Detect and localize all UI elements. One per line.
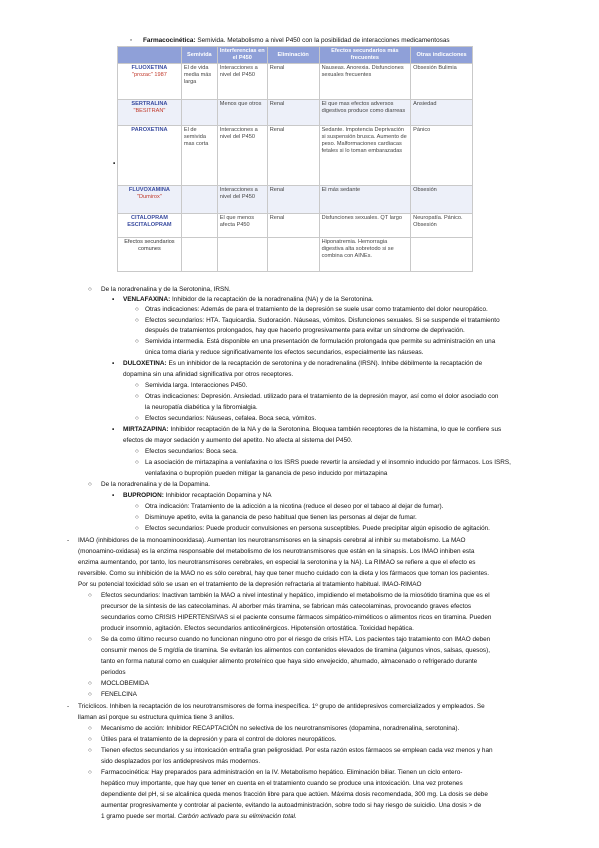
table-header-row (118, 47, 473, 64)
bullet-circle: ○ (135, 415, 139, 422)
ssri-comparison-table (117, 46, 473, 272)
imao-last-resort: tanto en forma natural como en cualquier alimento proteínico que haya sido envejecido, ahumado, almacenado o refrigerado durante (101, 658, 478, 665)
table-row (118, 126, 473, 186)
drug-name-cell: CITALOPRAM ESCITALOPRAM (118, 214, 182, 238)
triciclicos-para: Tricíclicos. Inhiben la recaptación de los neurotransmisores de forma inespecífica. 1º grupo de antidepresivos comercializados y empleados. Se (78, 703, 485, 710)
bullet-circle: ○ (88, 691, 92, 698)
table-cell: Interacciones a nivel del P450 (217, 126, 267, 186)
bupropion-indication: Otra indicación: Tratamiento de la adicción a la nicotina (reduce el deseo por el tabaco al dejar de fumar). (145, 503, 444, 510)
table-cell: Obsesión (411, 186, 473, 214)
table-cell: Renal (267, 186, 319, 214)
imao-effects: secundarios como CRISIS HIPERTENSIVAS si el paciente consume fármacos simpático-miméticos o alimentos ricos en tiramina. Pueden (101, 614, 492, 621)
imao-para: (monoamino-oxidasa) es la enzima responsable del metabolismo de los neurotransmisores que están en la sinapsis. Los IMAO inhiben esta (78, 548, 475, 555)
table-cell: Nauseas. Anorexia. Disfunciones sexuales frecuentes (319, 64, 411, 100)
bullet-circle: ○ (135, 514, 139, 521)
table-cell: Menos que otros (217, 100, 267, 126)
table-cell: Pánico (411, 126, 473, 186)
table-cell (411, 238, 473, 272)
bupropion-apetito: Disminuye apetito, evita la ganancia de peso habitual que tienen las personas al dejar de fumar. (145, 514, 417, 521)
bullet-circle: ○ (135, 317, 139, 324)
imao-last-resort: Se da como último recurso cuando no funcionan ninguno otro por el riesgo de crisis HTA. Los pacientes tajo tratamiento con IMAO deben (101, 636, 491, 643)
drug-name-cell: SERTRALINA "BESITRAN" (118, 100, 182, 126)
moclobemida: MOCLOBEMIDA (101, 680, 149, 687)
imao-last-resort: consumir menos de 5 mg/día de tiramina. Se evitarán los alimentos con contenidos elevados de tiramina (algunos vinos, salsas, quesos), (101, 647, 490, 654)
imao-para: enzima aumentando, por tanto, los neurotransmisores cerebrales, en especial la serotonina y la NA). La RIMAO se refiere a que el efecto es (78, 559, 476, 566)
table-cell: El de vida media más larga (181, 64, 217, 100)
triciclicos-efectos: Tienen efectos secundarios y su intoxicación entraña gran peligrosidad. Por esta razón estos fármacos se emplean cada vez menos y han (101, 747, 493, 754)
bullet-circle: ○ (88, 725, 92, 732)
irsn-heading: De la noradrenalina y de la Serotonina, IRSN. (101, 286, 231, 293)
table-cell: Obsesión Bulimia (411, 64, 473, 100)
bullet-circle: ○ (135, 338, 139, 345)
venlafaxina-semivida-cont: única toma diaria y reduce significativamente los efectos secundarios, especialmente las náuseas. (145, 349, 424, 356)
table-cell: El que mas efectos adversos digestivos produce como diarreas (319, 100, 411, 126)
imao-para: IMAO (inhibidores de la monoaminooxidasa). Aumentan los neurotransmisores en la sinapsis cerebral al inhibir su metabolismo. La MAO (78, 537, 466, 544)
bullet-circle: ○ (135, 503, 139, 510)
bullet-small: ▪ (113, 160, 116, 167)
bullet-circle: ○ (88, 680, 92, 687)
bullet-square: ▪ (112, 360, 115, 367)
mirtazapina-cont: efectos de mayor sedación y aumento del apetito. No afecta al sistema del P450. (123, 437, 353, 444)
triciclicos-farmaco: dependiente del pH, si se alcalinica queda menos fracción libre para que actúen. Máxima dosis recomendada, 300 mg. La dosis se debe (101, 791, 488, 798)
venlafaxina-effects: Efectos secundarios: HTA. Taquicardia. Sudoración. Náuseas, vómitos. Disfunciones sexuales. Si se suspende el tratamiento (145, 317, 500, 324)
table-cell: Renal (267, 100, 319, 126)
table-cell: Sedante. Impotencia Deprivación si suspensión brusca. Aumento de peso. Malformaciones cardiacas fetales si lo toman embarazadas (319, 126, 411, 186)
duloxetina-semivida: Semivida larga. Interacciones P450. (145, 382, 248, 389)
triciclicos-farmaco-end: 1 gramo puede ser mortal. Carbón activado para su eliminación total. (101, 813, 297, 820)
bullet-circle: ○ (88, 286, 92, 293)
table-cell: Hiponatremia. Hemorragia digestiva alta sobretodo si se combina con AINEs. (319, 238, 411, 272)
header-cell: Efectos secundarios más frecuentes (319, 47, 411, 64)
table-row (118, 100, 473, 126)
bullet-circle: ○ (88, 769, 92, 776)
table-row (118, 186, 473, 214)
bullet-square: ▪ (112, 492, 115, 499)
table-row (118, 214, 473, 238)
triciclicos-utiles: Útiles para el tratamiento de la depresión y para el control de dolores neuropáticos. (101, 736, 337, 743)
imao-last-resort: periodos (101, 669, 126, 676)
duloxetina-line: DULOXETINA: Es un inhibidor de la recaptación de serotonina y de noradrenalina (IRSN). Inhibe débilmente la recaptación de (123, 360, 483, 367)
imao-para: reversible. Como su inhibición de la MAO no es sólo cerebral, hay que tener mucho cuidado con la dieta y los fármacos que toman los pacientes. (78, 570, 489, 577)
bullet-circle: ○ (135, 448, 139, 455)
table-cell: Renal (267, 126, 319, 186)
triciclicos-farmaco: Farmacocinética: Hay preparados para administración en la IV. Metabolismo hepático. Eliminación biliar. Tienen un ciclo entero- (101, 769, 463, 776)
table-cell (181, 238, 217, 272)
triciclicos-mecanismo: Mecanismo de acción: Inhibidor RECAPTACIÓN no selectiva de los neurotransmisores (dopamina, noradrenalina, serotonina). (101, 725, 460, 732)
farmacocinetica-heading: Farmacocinética: Semivida. Metabolismo a nivel P450 con la posibilidad de interacciones medicamentosas (143, 37, 450, 44)
imao-effects: precursor de la síntesis de las catecolaminas. Al aborber más tiramina, se fabrican más catecolaminas, provocando graves efectos (101, 603, 472, 610)
header-cell: Interferencias en el P450 (217, 47, 267, 64)
table-cell: El que menos afecta P450 (217, 214, 267, 238)
bullet-circle: ○ (135, 459, 139, 466)
bullet-square: ▪ (112, 426, 115, 433)
bullet-square: ▫ (130, 37, 133, 44)
bullet-circle: ○ (88, 736, 92, 743)
bullet-dash: - (67, 537, 70, 544)
bullet-dash: - (67, 703, 70, 710)
table-cell: Disfunciones sexuales. QT largo (319, 214, 411, 238)
bullet-circle: ○ (135, 525, 139, 532)
venlafaxina-semivida: Semivida intermedia. Está disponible en una presentación de formulación prolongada que permite su administración en una (145, 338, 496, 345)
mirtazapina-association: La asociación de mirtazapina a venlafaxina o los ISRS puede revertir la ansiedad y el insomnio inducido por fármacos. Los ISRS, (145, 459, 511, 466)
header-cell (118, 47, 182, 64)
bullet-circle: ○ (135, 306, 139, 313)
drug-name-cell: FLUOXETINA "prozac" 1987 (118, 64, 182, 100)
mirtazapina-association-cont: venlafaxina o bupropión pueden mitigar la ganancia de peso inducido por mirtazapina (145, 470, 388, 477)
imao-effects: producir insomnio, agitación. Efectos secundarios anticolinérgicos. Hipotensión ortostática. Toxicidad hepática. (101, 625, 414, 632)
triciclicos-efectos: sido desplazados por los antidepresivos más modernos. (101, 758, 261, 765)
header-cell: Eliminación (267, 47, 319, 64)
table-cell: El de semivida mas corta (181, 126, 217, 186)
drug-name-cell: FLUVOXAMINA "Dumirox" (118, 186, 182, 214)
table-cell (181, 186, 217, 214)
imao-effects: Efectos secundarios: Inactivan también la MAO a nivel intestinal y hepático, impidiendo el metabolismo de la miosótido tiramina que es el (101, 592, 490, 599)
table-cell: Ansiedad (411, 100, 473, 126)
bullet-circle: ○ (88, 747, 92, 754)
venlafaxina-effects-cont: después de tratamientos prolongados, hay que hacerlo progresivamente para evitar un síndrome de deprivación. (145, 327, 465, 334)
bullet-circle: ○ (135, 382, 139, 389)
header-cell: Semivida (181, 47, 217, 64)
table-row (118, 64, 473, 100)
table-cell: El más sedante (319, 186, 411, 214)
fenelcina: FENELCINA (101, 691, 137, 698)
table-cell: Renal (267, 214, 319, 238)
triciclicos-para: llaman así porque su estructura química tiene 3 anillos. (78, 714, 235, 721)
venlafaxina-indications: Otras indicaciones: Además de para el tratamiento de la depresión se suele usar como tratamiento del dolor neuropático. (145, 306, 488, 313)
drug-name-cell: PAROXETINA (118, 126, 182, 186)
bupropion-effects: Efectos secundarios: Puede producir convulsiones en persona susceptibles. Puede precipitar algún episodio de agitación. (145, 525, 490, 532)
table-cell: Interacciones a nivel del P450 (217, 186, 267, 214)
nadopamina-heading: De la noradrenalina y de la Dopamina. (101, 481, 211, 488)
bullet-circle: ○ (88, 636, 92, 643)
table-cell (217, 238, 267, 272)
bullet-circle: ○ (135, 393, 139, 400)
table-cell: Renal (267, 64, 319, 100)
table-cell: Neuropatía. Pánico. Obsesión (411, 214, 473, 238)
bullet-circle: ○ (88, 592, 92, 599)
imao-para: Por su potencial toxicidad sólo se usan en el tratamiento de la depresión refractaria al tratamiento habitual. IMAO-RIMAO (78, 581, 422, 588)
header-cell: Otras indicaciones (411, 47, 473, 64)
table-cell: Interacciones a nivel del P450 (217, 64, 267, 100)
triciclicos-farmaco: aumentar progresivamente y controlar al paciente, evitando la autoadministración, sobre todo si hay riesgo de suicidio. Una dosis > de (101, 802, 482, 809)
triciclicos-farmaco: hepático muy importante, que hay que tener en cuenta en el tratamiento cuando se produce una intoxicación. Una vez protenes (101, 780, 463, 787)
bupropion-line: BUPROPION: Inhibidor recaptación Dopamina y NA (123, 492, 272, 499)
bullet-square: ▪ (112, 296, 115, 303)
duloxetina-indications-cont: la neuropatía diabética y la fibromialgia. (145, 404, 258, 411)
bullet-circle: ○ (88, 481, 92, 488)
table-cell (181, 100, 217, 126)
table-cell (181, 214, 217, 238)
duloxetina-indications: Otras indicaciones: Depresión. Ansiedad. utilizado para el tratamiento de la depresión mayor, así como el dolor asociado con (145, 393, 499, 400)
drug-name-cell: Efectos secundarios comunes (118, 238, 182, 272)
mirtazapina-effects: Efectos secundarios: Boca seca. (145, 448, 238, 455)
table-row (118, 238, 473, 272)
duloxetina-cont: dopamina sin una afinidad significativa por otros receptores. (123, 371, 294, 378)
duloxetina-effects: Efectos secundarios: Náuseas, cefalea. Boca seca, vómitos. (145, 415, 317, 422)
table-cell (267, 238, 319, 272)
venlafaxina-line: VENLAFAXINA: Inhibidor de la recaptación de la noradrenalina (NA) y de la Serotonina. (123, 296, 374, 303)
mirtazapina-line: MIRTAZAPINA: Inhibidor recaptación de la NA y de la Serotonina. Bloquea también receptores de la histamina, lo que le confiere sus (123, 426, 502, 433)
